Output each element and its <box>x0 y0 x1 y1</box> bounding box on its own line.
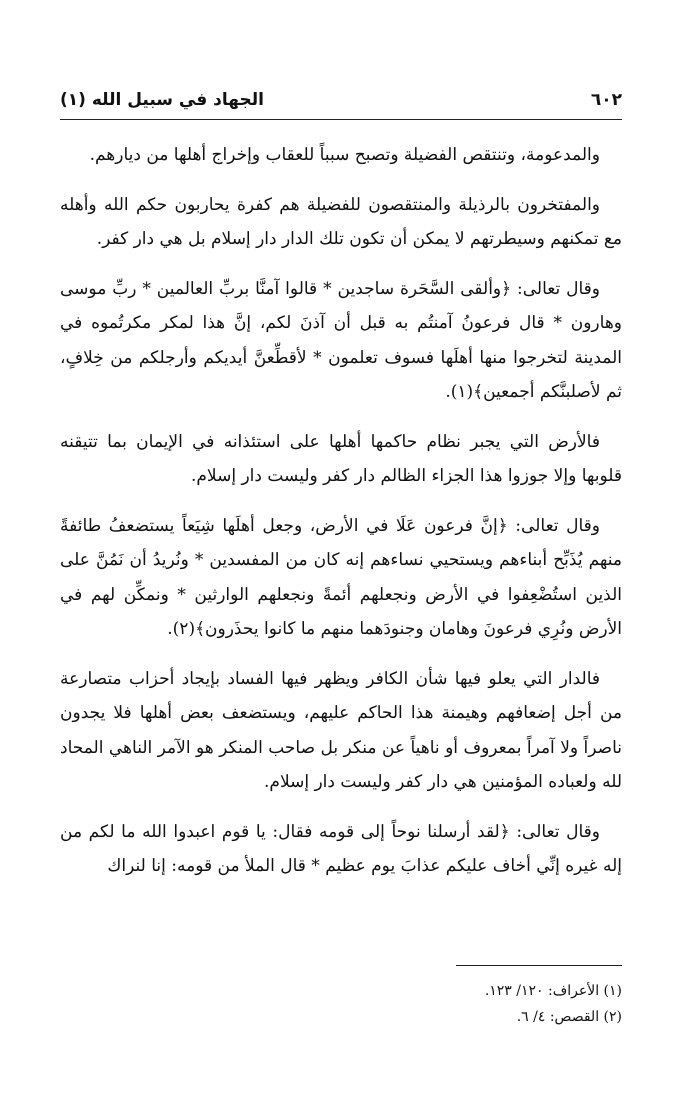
footnote-rule <box>456 965 622 966</box>
paragraph: وقال تعالى: ﴿وألقى السَّحَرة ساجدين * قالوا آمنَّا بربِّ العالمين * ربِّ موسى وهارون * قال فرعونُ آمنتُم به قبل أن آذنَ لكم، إنَّ هذا لمكر مكرتُموه في المدينة لتخرجوا منها أهلَها فسوف تعلمون * لأقطِّعنَّ أيديكم وأرجلكم من خِلافٍ، ثم لأصلبنَّكم أجمعين﴾(١). <box>60 278 622 402</box>
page-header <box>60 86 622 116</box>
footnote: (٢) القصص: ٤/ ٦. <box>516 1009 622 1025</box>
paragraph: وقال تعالى: ﴿إنَّ فرعون عَلَا في الأرض، وجعل أهلَها شِيَعاً يستضعفُ طائفةً منهم يُذَبِّح أبناءهم ويستحيي نساءهم إنه كان من المفسدين * ونُريدُ أن نَمُنَّ على الذين استُضْعِفوا في الأرض ونجعلهم أئمةً ونجعلهم الوارثين * ونمكِّن لهم في الأرض ونُرِي فرعونَ وهامان وجنودَهما منهم ما كانوا يحذَرون﴾(٢). <box>60 515 622 639</box>
header-rule <box>60 119 622 120</box>
footnote: (١) الأعراف: ١٢٠/ ١٢٣. <box>484 983 622 999</box>
page-number: ٦٠٢ <box>590 90 622 110</box>
body-text <box>60 138 622 899</box>
running-title: الجهاد في سبيل الله (١) <box>60 90 264 110</box>
paragraph: فالأرض التي يجبر نظام حاكمها أهلها على استئذانه في الإيمان بما تتيقنه قلوبها وإلا جوزوا هذا الجزاء الظالم دار كفر وليست دار إسلام. <box>60 431 622 486</box>
footnotes <box>60 978 622 1030</box>
paragraph: والمفتخرون بالرذيلة والمنتقصون للفضيلة هم كفرة يحاربون حكم الله وأهله مع تمكنهم وسيطرتهم لا يمكن أن تكون تلك الدار دار إسلام بل هي دار كفر. <box>60 194 622 249</box>
paragraph: والمدعومة، وتنتقص الفضيلة وتصبح سبباً للعقاب وإخراج أهلها من ديارهم. <box>89 145 600 165</box>
paragraph: وقال تعالى: ﴿لقد أرسلنا نوحاً إلى قومه فقال: يا قوم اعبدوا الله ما لكم من إله غيره إنِّي أخاف عليكم عذابَ يوم عظيم * قال الملأ من قومه: إنا لنراك <box>60 821 622 876</box>
paragraph: فالدار التي يعلو فيها شأن الكافر ويظهر فيها الفساد بإيجاد أحزاب متصارعة من أجل إضعافهم وهيمنة هذا الحاكم عليهم، ويستضعف بعض أهلها فلا يجدون ناصراً ولا آمراً بمعروف أو ناهياً عن منكر بل صاحب المنكر هو الآمر الناهي المحاد لله ولعباده المؤمنين هي دار كفر وليست دار إسلام. <box>60 668 622 792</box>
